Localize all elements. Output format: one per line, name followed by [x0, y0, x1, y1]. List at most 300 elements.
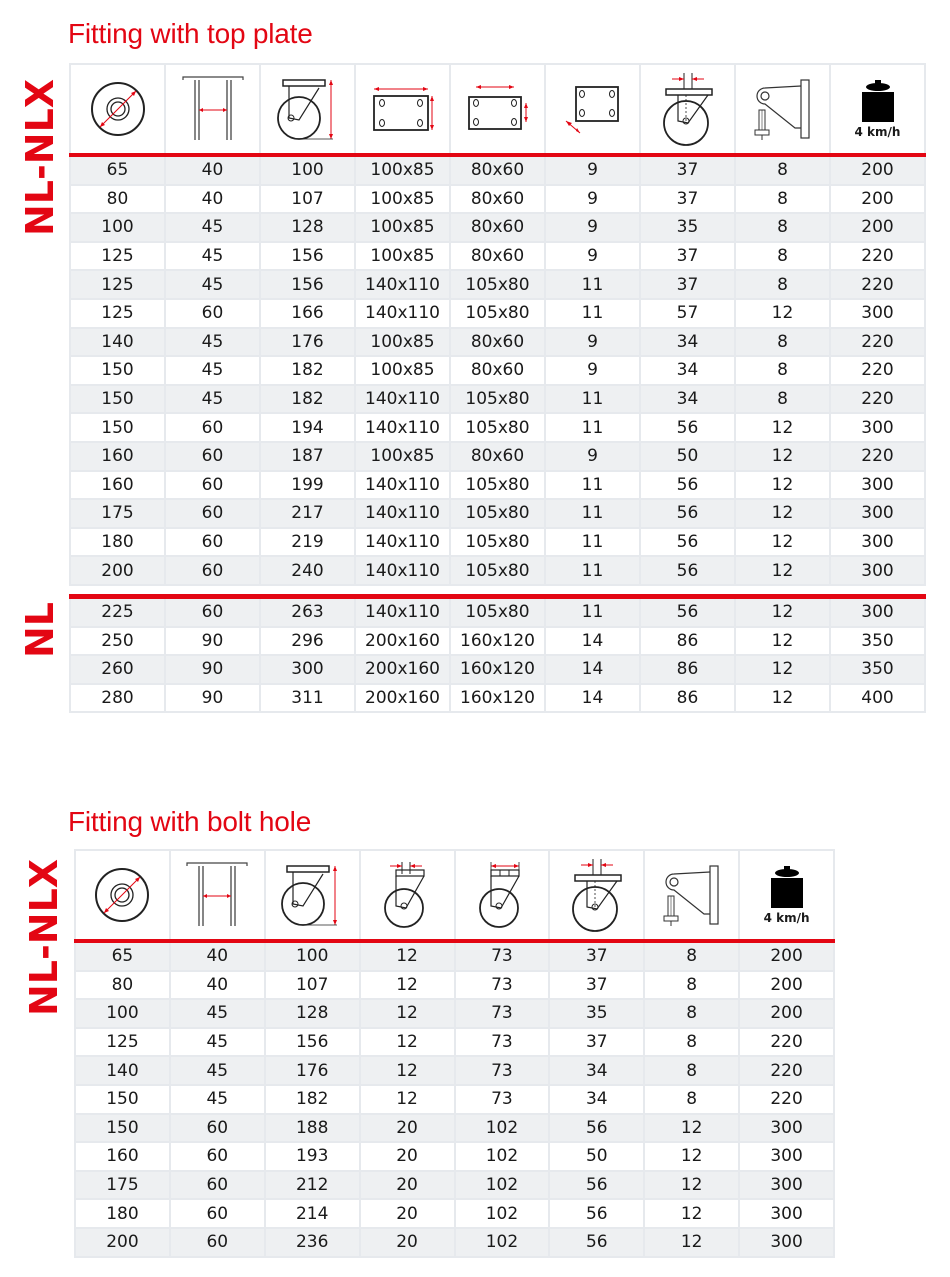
- table-cell: 187: [260, 442, 355, 471]
- table-cell: 40: [165, 185, 260, 214]
- table-cell: 8: [735, 242, 830, 271]
- table-cell: 9: [545, 328, 640, 357]
- table-cell: 34: [640, 328, 735, 357]
- table-cell: 125: [70, 299, 165, 328]
- table-cell: 12: [735, 556, 830, 585]
- table-cell: 200x160: [355, 684, 450, 713]
- table-row: [70, 627, 925, 656]
- table-cell: 102: [455, 1228, 550, 1257]
- plate-size-icon: [356, 84, 449, 134]
- table-cell: 220: [830, 385, 925, 414]
- table-cell: 140x110: [355, 385, 450, 414]
- wheel-diameter-icon: [76, 865, 169, 925]
- load-capacity-icon: [831, 80, 924, 124]
- table-cell: 12: [360, 1085, 455, 1114]
- table-cell: 220: [830, 242, 925, 271]
- table-row: [70, 299, 925, 328]
- table-cell: 125: [75, 1028, 170, 1057]
- table-cell: 300: [830, 471, 925, 500]
- table-cell: 9: [545, 356, 640, 385]
- col-housing-width: [455, 850, 550, 941]
- table-row: [75, 1228, 834, 1257]
- table-cell: 56: [549, 1228, 644, 1257]
- col-brake: [644, 850, 739, 941]
- table-cell: 80x60: [450, 328, 545, 357]
- table-row: [75, 1114, 834, 1143]
- table-cell: 220: [830, 442, 925, 471]
- table-cell: 45: [170, 1056, 265, 1085]
- table-cell: 12: [735, 413, 830, 442]
- table-cell: 11: [545, 528, 640, 557]
- table-cell: 56: [549, 1171, 644, 1200]
- table-cell: 199: [260, 471, 355, 500]
- col-plate-size: [355, 64, 450, 155]
- table-cell: 40: [170, 941, 265, 971]
- table-cell: 80x60: [450, 442, 545, 471]
- table-cell: 60: [170, 1171, 265, 1200]
- table-cell: 8: [644, 999, 739, 1028]
- table-cell: 240: [260, 556, 355, 585]
- table-cell: 40: [165, 155, 260, 185]
- table-row: [70, 471, 925, 500]
- table-cell: 140x110: [355, 499, 450, 528]
- table-cell: 80: [70, 185, 165, 214]
- table-cell: 11: [545, 471, 640, 500]
- icon-header-row: [75, 850, 834, 941]
- table-cell: 20: [360, 1114, 455, 1143]
- table-cell: 300: [830, 528, 925, 557]
- table-cell: 105x80: [450, 528, 545, 557]
- table-cell: 182: [260, 385, 355, 414]
- table-cell: 140: [70, 328, 165, 357]
- col-bolt-hole-diameter: [360, 850, 455, 941]
- table-cell: 102: [455, 1171, 550, 1200]
- table-cell: 12: [360, 999, 455, 1028]
- table-cell: 200x160: [355, 655, 450, 684]
- table-cell: 73: [455, 1056, 550, 1085]
- table-cell: 34: [640, 385, 735, 414]
- table-cell: 80x60: [450, 356, 545, 385]
- wheel-diameter-icon: [71, 79, 164, 139]
- table-cell: 90: [165, 627, 260, 656]
- table-row: [70, 596, 925, 626]
- table-cell: 140x110: [355, 270, 450, 299]
- table-cell: 182: [265, 1085, 360, 1114]
- load-speed-label: 4 km/h: [854, 124, 901, 139]
- offset-icon: [550, 857, 643, 933]
- table-cell: 37: [549, 941, 644, 971]
- table-cell: 182: [260, 356, 355, 385]
- table-cell: 160x120: [450, 655, 545, 684]
- table-cell: 60: [165, 596, 260, 626]
- table-cell: 14: [545, 655, 640, 684]
- table-cell: 300: [739, 1114, 834, 1143]
- table-cell: 280: [70, 684, 165, 713]
- table-row: [70, 213, 925, 242]
- table-cell: 219: [260, 528, 355, 557]
- table-cell: 60: [165, 413, 260, 442]
- table-cell: 220: [739, 1056, 834, 1085]
- table-cell: 37: [640, 155, 735, 185]
- load-speed-label: 4 km/h: [763, 910, 810, 925]
- table-cell: 45: [165, 328, 260, 357]
- table-cell: 200: [830, 155, 925, 185]
- table-cell: 100x85: [355, 242, 450, 271]
- table-cell: 73: [455, 1085, 550, 1114]
- table-cell: 12: [735, 442, 830, 471]
- table-cell: 140x110: [355, 413, 450, 442]
- table-cell: 105x80: [450, 270, 545, 299]
- table-cell: 12: [644, 1114, 739, 1143]
- table-row: [75, 1085, 834, 1114]
- col-load-capacity: [739, 850, 834, 941]
- table-cell: 150: [70, 413, 165, 442]
- table-row: [75, 1199, 834, 1228]
- table-cell: 56: [549, 1199, 644, 1228]
- table-cell: 11: [545, 596, 640, 626]
- table-cell: 12: [644, 1171, 739, 1200]
- col-brake: [735, 64, 830, 155]
- table-cell: 140x110: [355, 528, 450, 557]
- table-cell: 37: [640, 242, 735, 271]
- table-cell: 60: [165, 471, 260, 500]
- table-cell: 150: [75, 1114, 170, 1143]
- table-cell: 100x85: [355, 328, 450, 357]
- table-cell: 300: [739, 1199, 834, 1228]
- table-cell: 34: [549, 1085, 644, 1114]
- table-row: [70, 528, 925, 557]
- table-cell: 156: [260, 270, 355, 299]
- table-cell: 300: [830, 596, 925, 626]
- table-row: [70, 328, 925, 357]
- table-cell: 166: [260, 299, 355, 328]
- table-row: [75, 1142, 834, 1171]
- section-title-top-plate: Fitting with top plate: [68, 18, 313, 49]
- table-cell: 200x160: [355, 627, 450, 656]
- table-cell: 60: [165, 528, 260, 557]
- table-cell: 180: [75, 1199, 170, 1228]
- col-bolt-hole-spacing: [450, 64, 545, 155]
- table-cell: 45: [165, 242, 260, 271]
- table-cell: 11: [545, 299, 640, 328]
- table-cell: 56: [549, 1114, 644, 1143]
- table-cell: 156: [265, 1028, 360, 1057]
- table-cell: 236: [265, 1228, 360, 1257]
- table-cell: 8: [644, 1085, 739, 1114]
- table-cell: 220: [830, 270, 925, 299]
- table-cell: 56: [640, 556, 735, 585]
- table-cell: 50: [640, 442, 735, 471]
- table-cell: 60: [165, 299, 260, 328]
- table-cell: 8: [644, 1028, 739, 1057]
- table-row: [70, 499, 925, 528]
- table-cell: 80x60: [450, 213, 545, 242]
- table-cell: 86: [640, 627, 735, 656]
- table-cell: 60: [165, 442, 260, 471]
- table-cell: 160: [70, 442, 165, 471]
- spec-table-top-plate: [69, 63, 926, 713]
- table-cell: 45: [165, 213, 260, 242]
- table-cell: 8: [735, 385, 830, 414]
- table-cell: 140x110: [355, 299, 450, 328]
- table-cell: 260: [70, 655, 165, 684]
- table-cell: 400: [830, 684, 925, 713]
- table-cell: 37: [640, 270, 735, 299]
- table-cell: 125: [70, 270, 165, 299]
- table-cell: 105x80: [450, 385, 545, 414]
- table-cell: 60: [165, 499, 260, 528]
- table-row: [70, 655, 925, 684]
- table-row: [75, 999, 834, 1028]
- table-cell: 12: [735, 655, 830, 684]
- table-cell: 73: [455, 1028, 550, 1057]
- table-cell: 140x110: [355, 596, 450, 626]
- load-capacity-icon: [740, 866, 833, 910]
- table-cell: 217: [260, 499, 355, 528]
- table-row: [75, 971, 834, 1000]
- table-row: [70, 684, 925, 713]
- table-cell: 8: [735, 213, 830, 242]
- table-cell: 193: [265, 1142, 360, 1171]
- series-label-nl-nlx-bolt: NL-NLX: [22, 858, 66, 1016]
- table-cell: 73: [455, 971, 550, 1000]
- table-cell: 107: [265, 971, 360, 1000]
- brake-icon: [736, 76, 829, 142]
- table-cell: 140: [75, 1056, 170, 1085]
- series-label-nl-nlx: NL-NLX: [18, 78, 62, 236]
- table-cell: 100x85: [355, 213, 450, 242]
- table-cell: 300: [260, 655, 355, 684]
- table-cell: 180: [70, 528, 165, 557]
- table-cell: 200: [830, 185, 925, 214]
- table-row: [70, 442, 925, 471]
- housing-width-icon: [456, 860, 549, 930]
- series-label-nl: NL: [18, 601, 62, 658]
- table-cell: 214: [265, 1199, 360, 1228]
- table-cell: 350: [830, 627, 925, 656]
- table-cell: 160: [75, 1142, 170, 1171]
- table-row: [75, 1056, 834, 1085]
- table-row: [75, 1028, 834, 1057]
- table-cell: 12: [360, 941, 455, 971]
- table-cell: 57: [640, 299, 735, 328]
- table-cell: 176: [265, 1056, 360, 1085]
- spec-table-bolt-hole: [74, 849, 835, 1258]
- table-cell: 175: [75, 1171, 170, 1200]
- bolt-hole-spacing-icon: [451, 81, 544, 137]
- table-cell: 20: [360, 1171, 455, 1200]
- table-cell: 250: [70, 627, 165, 656]
- table-cell: 100: [260, 155, 355, 185]
- table-cell: 128: [260, 213, 355, 242]
- offset-icon: [641, 71, 734, 147]
- table-cell: 220: [830, 328, 925, 357]
- table-row: [70, 356, 925, 385]
- table-cell: 105x80: [450, 596, 545, 626]
- table-cell: 200: [739, 971, 834, 1000]
- table-cell: 8: [735, 356, 830, 385]
- table-cell: 34: [549, 1056, 644, 1085]
- icon-header-row: [70, 64, 925, 155]
- table-cell: 175: [70, 499, 165, 528]
- table-cell: 56: [640, 471, 735, 500]
- table-cell: 8: [735, 270, 830, 299]
- section-title-bolt-hole: Fitting with bolt hole: [68, 806, 312, 837]
- table-cell: 34: [640, 356, 735, 385]
- table-cell: 12: [735, 627, 830, 656]
- table-cell: 160x120: [450, 684, 545, 713]
- table-cell: 14: [545, 627, 640, 656]
- col-wheel-diameter: [70, 64, 165, 155]
- table-cell: 8: [735, 328, 830, 357]
- table-cell: 65: [70, 155, 165, 185]
- col-bolt-hole-diameter: [545, 64, 640, 155]
- table-cell: 40: [170, 971, 265, 1000]
- table-cell: 80x60: [450, 185, 545, 214]
- table-cell: 300: [830, 299, 925, 328]
- col-offset: [640, 64, 735, 155]
- spacer-cell: [70, 585, 925, 597]
- table-cell: 102: [455, 1142, 550, 1171]
- table-cell: 200: [830, 213, 925, 242]
- table-cell: 12: [735, 471, 830, 500]
- table-cell: 60: [170, 1199, 265, 1228]
- table-cell: 100x85: [355, 442, 450, 471]
- table-cell: 12: [735, 499, 830, 528]
- table-cell: 300: [739, 1228, 834, 1257]
- table-cell: 35: [640, 213, 735, 242]
- table-cell: 11: [545, 270, 640, 299]
- table-row: [75, 941, 834, 971]
- table-cell: 150: [70, 356, 165, 385]
- table-cell: 8: [644, 941, 739, 971]
- table-cell: 200: [70, 556, 165, 585]
- col-wheel-diameter: [75, 850, 170, 941]
- table-cell: 45: [170, 1085, 265, 1114]
- table-cell: 296: [260, 627, 355, 656]
- table-cell: 263: [260, 596, 355, 626]
- table-cell: 12: [735, 684, 830, 713]
- table-cell: 11: [545, 499, 640, 528]
- col-overall-height: [260, 64, 355, 155]
- table-cell: 220: [739, 1085, 834, 1114]
- table-cell: 9: [545, 155, 640, 185]
- table-cell: 8: [735, 185, 830, 214]
- table-cell: 12: [735, 299, 830, 328]
- col-overall-height: [265, 850, 360, 941]
- table-cell: 9: [545, 242, 640, 271]
- table-cell: 14: [545, 684, 640, 713]
- table-cell: 12: [360, 1056, 455, 1085]
- col-load-capacity: [830, 64, 925, 155]
- overall-height-icon: [266, 862, 359, 928]
- col-wheel-width: [170, 850, 265, 941]
- table-cell: 200: [739, 941, 834, 971]
- table-cell: 37: [640, 185, 735, 214]
- table-cell: 350: [830, 655, 925, 684]
- table-cell: 140x110: [355, 556, 450, 585]
- table-cell: 105x80: [450, 499, 545, 528]
- table-cell: 300: [739, 1171, 834, 1200]
- table-cell: 105x80: [450, 471, 545, 500]
- col-offset: [549, 850, 644, 941]
- table-cell: 176: [260, 328, 355, 357]
- table-cell: 100x85: [355, 185, 450, 214]
- table-cell: 105x80: [450, 413, 545, 442]
- table-cell: 212: [265, 1171, 360, 1200]
- table-cell: 65: [75, 941, 170, 971]
- table-cell: 56: [640, 596, 735, 626]
- table-cell: 86: [640, 655, 735, 684]
- table-cell: 194: [260, 413, 355, 442]
- table-cell: 100: [265, 941, 360, 971]
- table-cell: 73: [455, 941, 550, 971]
- table-cell: 102: [455, 1114, 550, 1143]
- table-cell: 45: [165, 270, 260, 299]
- table-cell: 150: [75, 1085, 170, 1114]
- table-cell: 45: [170, 1028, 265, 1057]
- table-cell: 105x80: [450, 299, 545, 328]
- table-cell: 200: [75, 1228, 170, 1257]
- overall-height-icon: [261, 76, 354, 142]
- bolt-hole-diameter-icon: [546, 81, 639, 137]
- table-cell: 300: [830, 499, 925, 528]
- table-cell: 8: [644, 1056, 739, 1085]
- table-cell: 11: [545, 413, 640, 442]
- table-cell: 12: [644, 1199, 739, 1228]
- table-cell: 9: [545, 442, 640, 471]
- table-cell: 56: [640, 499, 735, 528]
- table-cell: 102: [455, 1199, 550, 1228]
- table-cell: 300: [739, 1142, 834, 1171]
- table-cell: 12: [360, 971, 455, 1000]
- table-cell: 100: [75, 999, 170, 1028]
- table-cell: 150: [70, 385, 165, 414]
- table-cell: 37: [549, 1028, 644, 1057]
- table-cell: 45: [165, 356, 260, 385]
- table-cell: 125: [70, 242, 165, 271]
- table-cell: 300: [830, 413, 925, 442]
- table-row: [70, 155, 925, 185]
- table-cell: 8: [644, 971, 739, 1000]
- table-cell: 8: [735, 155, 830, 185]
- table-cell: 100: [70, 213, 165, 242]
- group-spacer: [70, 585, 925, 597]
- table-cell: 12: [644, 1142, 739, 1171]
- table-cell: 50: [549, 1142, 644, 1171]
- table-cell: 12: [735, 596, 830, 626]
- table-cell: 35: [549, 999, 644, 1028]
- wheel-width-icon: [166, 74, 259, 144]
- table-cell: 90: [165, 655, 260, 684]
- table-cell: 56: [640, 413, 735, 442]
- wheel-width-icon: [171, 860, 264, 930]
- table-cell: 20: [360, 1228, 455, 1257]
- table-cell: 140x110: [355, 471, 450, 500]
- table-cell: 100x85: [355, 356, 450, 385]
- table-cell: 60: [170, 1228, 265, 1257]
- table-cell: 73: [455, 999, 550, 1028]
- table-row: [70, 385, 925, 414]
- brake-icon: [645, 862, 738, 928]
- table-cell: 311: [260, 684, 355, 713]
- table-row: [70, 270, 925, 299]
- table-cell: 300: [830, 556, 925, 585]
- table-cell: 9: [545, 213, 640, 242]
- table-cell: 100x85: [355, 155, 450, 185]
- table-cell: 60: [170, 1114, 265, 1143]
- col-wheel-width: [165, 64, 260, 155]
